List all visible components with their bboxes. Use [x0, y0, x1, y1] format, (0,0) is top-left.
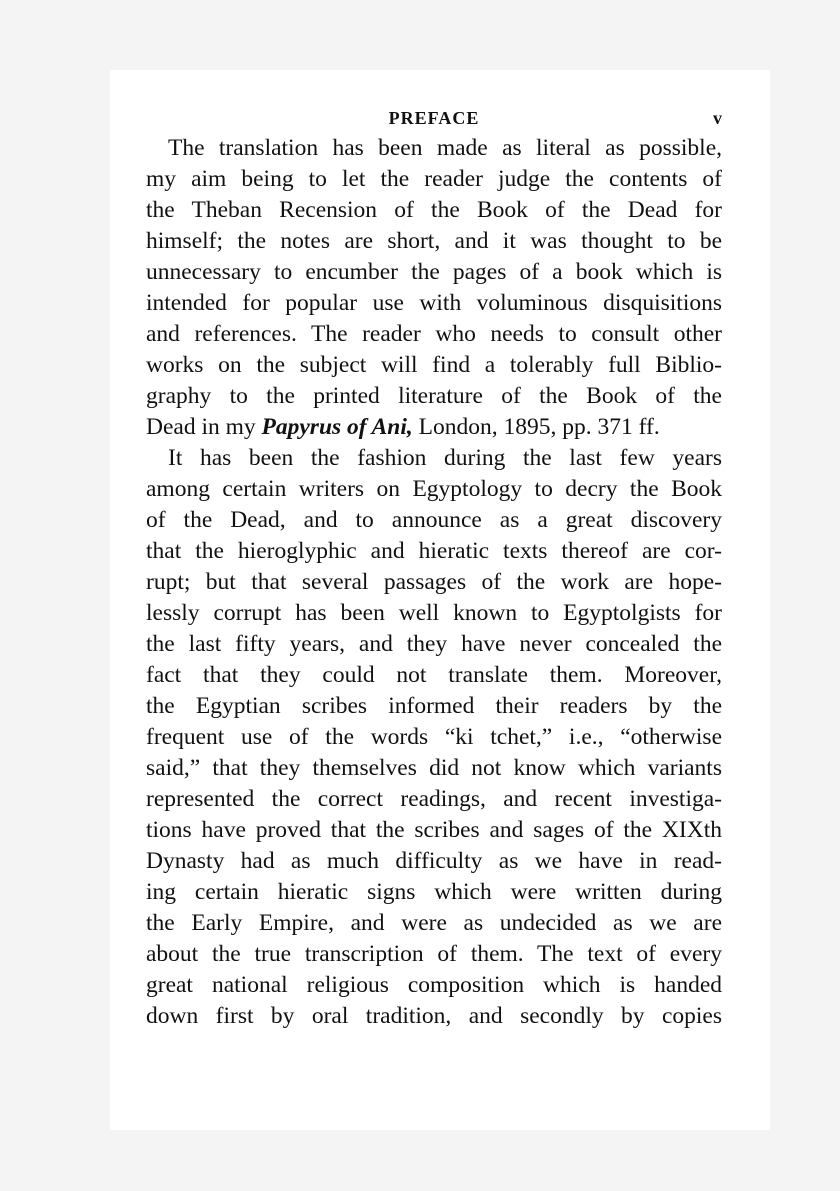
text-line: tions have proved that the scribes and sages of the XIXth [146, 817, 722, 843]
text-line: of the Dead, and to announce as a great discovery [146, 507, 722, 533]
text-line: frequent use of the words “ki tchet,” i.e., “otherwise [146, 724, 722, 750]
book-title: Papyrus of Ani, [261, 414, 413, 440]
text-line: unnecessary to encumber the pages of a book which is [146, 259, 722, 285]
text-line: the Egyptian scribes informed their readers by the [146, 693, 722, 719]
text-line: Dynasty had as much difficulty as we have in read- [146, 848, 722, 874]
running-header [146, 108, 722, 134]
text-line: the Theban Recension of the Book of the Dead for [146, 197, 722, 223]
text-line: my aim being to let the reader judge the contents of [146, 166, 722, 192]
body-text [146, 133, 722, 1032]
text-line: intended for popular use with voluminous disquisitions [146, 290, 722, 316]
page-number: v [713, 108, 722, 128]
text-line: among certain writers on Egyptology to decry the Book [146, 476, 722, 502]
text-line: rupt; but that several passages of the work are hope- [146, 569, 722, 595]
text-line: the Early Empire, and were as undecided as we are [146, 910, 722, 936]
text-line: and references. The reader who needs to consult other [146, 321, 722, 347]
text-line: lessly corrupt has been well known to Egyptolgists for [146, 600, 722, 626]
text-span: Dead in my [146, 414, 256, 440]
text-line: fact that they could not translate them. Moreover, [146, 662, 722, 688]
text-line: represented the correct readings, and recent investiga- [146, 786, 722, 812]
text-line: great national religious composition which is handed [146, 972, 722, 998]
citation: London, 1895, pp. 371 ff. [412, 414, 660, 440]
text-line: about the true transcription of them. The text of every [146, 941, 722, 967]
text-line: the last fifty years, and they have never concealed the [146, 631, 722, 657]
text-line: graphy to the printed literature of the Book of the [146, 383, 722, 409]
header-title: PREFACE [388, 108, 480, 128]
text-line: down first by oral tradition, and secondly by copies [146, 1003, 722, 1029]
text-line [146, 412, 722, 443]
text-line: works on the subject will find a tolerably full Biblio- [146, 352, 722, 378]
text-line: The translation has been made as literal as possible, [168, 135, 722, 161]
text-line: It has been the fashion during the last few years [168, 445, 722, 471]
text-line: himself; the notes are short, and it was thought to be [146, 228, 722, 254]
text-line: that the hieroglyphic and hieratic texts thereof are cor- [146, 538, 722, 564]
text-line: ing certain hieratic signs which were written during [146, 879, 722, 905]
text-line: said,” that they themselves did not know which variants [146, 755, 722, 781]
